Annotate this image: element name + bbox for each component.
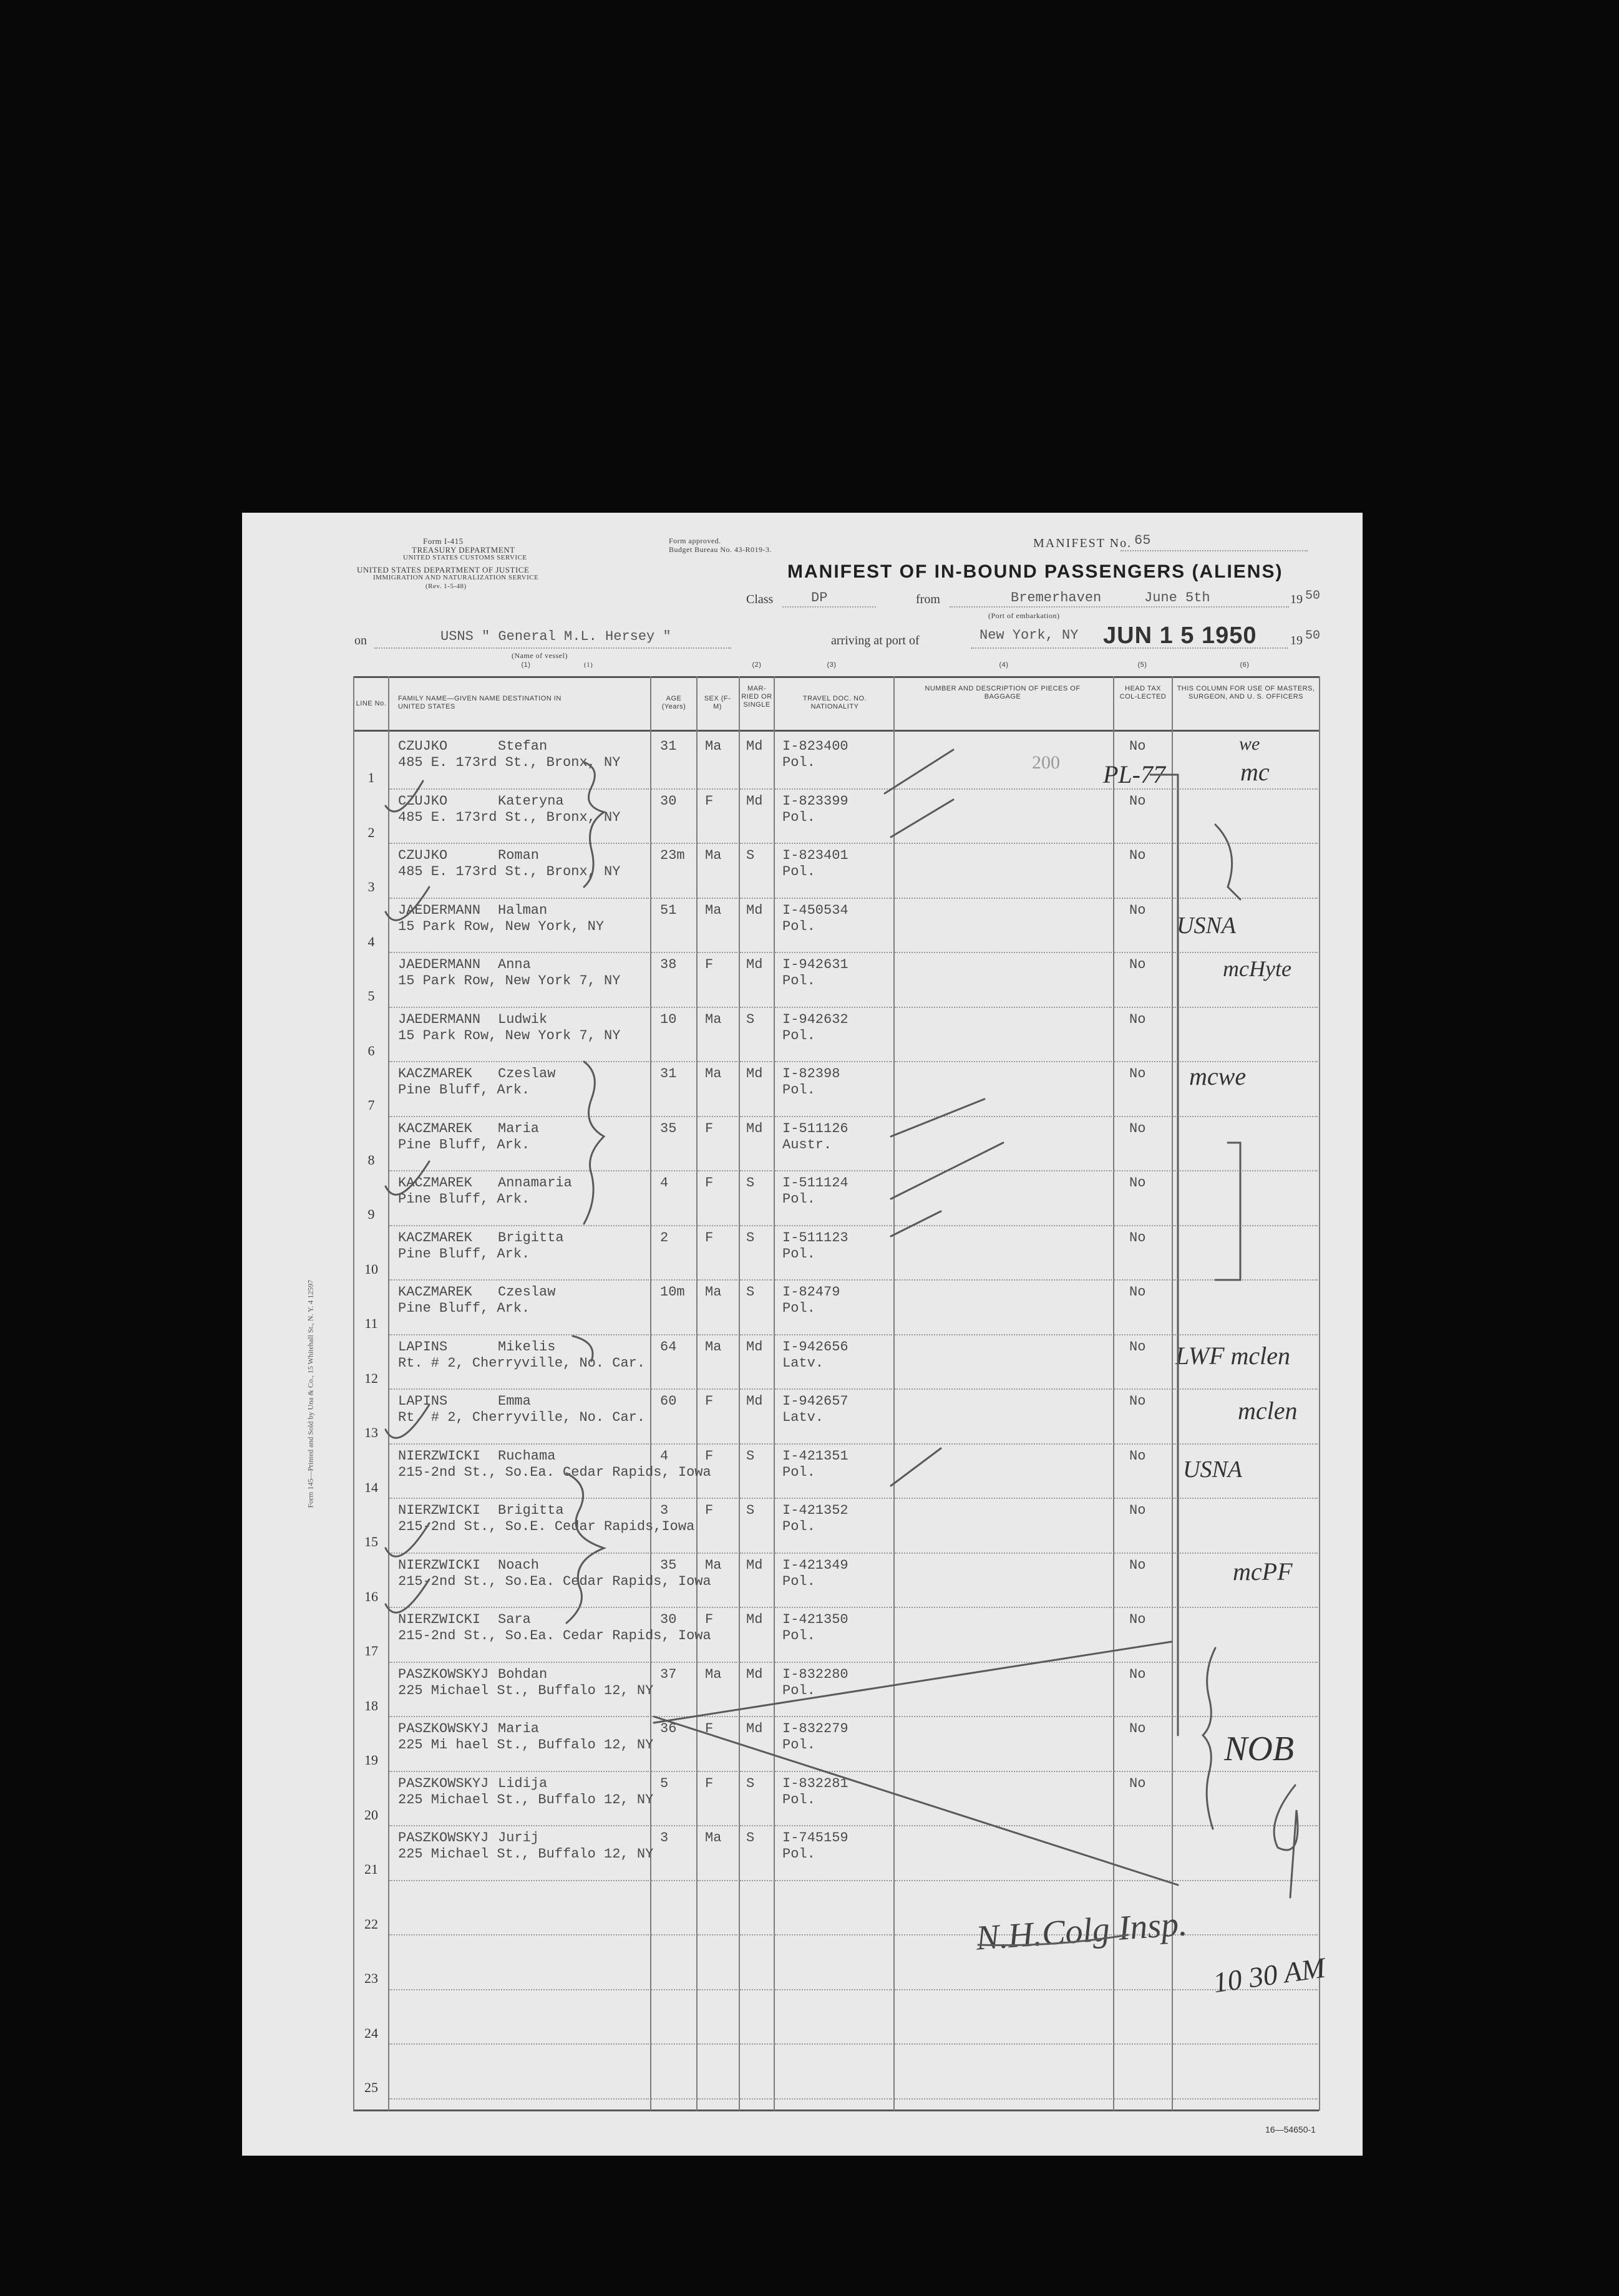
sex: Ma <box>705 1666 722 1682</box>
age: 37 <box>660 1666 677 1682</box>
sex: F <box>705 1448 714 1464</box>
marital-status: S <box>746 1830 755 1846</box>
head-tax: No <box>1129 1175 1146 1191</box>
nationality: Pol. <box>782 1573 815 1589</box>
marital-status: Md <box>746 1721 763 1737</box>
marital-status: Md <box>746 902 763 918</box>
head-tax: No <box>1129 1339 1146 1355</box>
head-tax: No <box>1129 957 1146 972</box>
family-name: NIERZWICKI <box>398 1503 481 1518</box>
age: 30 <box>660 793 677 809</box>
col-number-married: (2) <box>752 661 762 669</box>
budget-bureau: Budget Bureau No. 43-R019-3. <box>669 545 772 554</box>
travel-doc-number: I-450534 <box>782 902 848 918</box>
family-name: PASZKOWSKYJ <box>398 1830 489 1846</box>
port-of-embarkation: Bremerhaven <box>1011 590 1102 606</box>
destination-address: 215-2nd St., So.Ea. Cedar Rapids, Iowa <box>398 1628 711 1644</box>
head-tax: No <box>1129 1666 1146 1682</box>
officer-note-pl77: PL-77 <box>1103 760 1165 788</box>
arrival-date-stamp: JUN 1 5 1950 <box>1103 622 1257 649</box>
line-number: 7 <box>367 1097 375 1113</box>
given-name: Ruchama <box>498 1448 556 1464</box>
line-number: 21 <box>364 1861 378 1877</box>
family-name: CZUJKO <box>398 739 448 754</box>
family-name: KACZMAREK <box>398 1066 472 1082</box>
col-header-officers: THIS COLUMN FOR USE OF MASTERS, SURGEON, AND U. S. OFFICERS <box>1177 685 1315 700</box>
arrival-port: New York, NY <box>980 627 1079 643</box>
nationality: Pol. <box>782 1246 815 1262</box>
on-label: on <box>354 634 367 647</box>
marital-status: Md <box>746 1666 763 1682</box>
form-number: Form I-415 <box>423 536 464 546</box>
travel-doc-number: I-823399 <box>782 793 848 809</box>
marital-status: S <box>746 1448 755 1464</box>
nationality: Pol. <box>782 1791 815 1808</box>
col-number-officers: (6) <box>1240 661 1250 669</box>
family-name: NIERZWICKI <box>398 1448 481 1464</box>
age: 3 <box>660 1503 669 1518</box>
head-tax: No <box>1129 1775 1146 1791</box>
travel-doc-number: I-421349 <box>782 1557 848 1573</box>
given-name: Jurij <box>498 1830 540 1846</box>
head-tax: No <box>1129 1229 1146 1246</box>
given-name: Brigitta <box>498 1229 564 1246</box>
line-number: 9 <box>367 1206 375 1222</box>
marital-status: S <box>746 1503 755 1518</box>
family-name: KACZMAREK <box>398 1175 472 1191</box>
sex: F <box>705 793 714 809</box>
travel-doc-number: I-745159 <box>782 1830 848 1846</box>
dept-justice: UNITED STATES DEPARTMENT OF JUSTICE <box>357 565 530 574</box>
col-header-headtax: HEAD TAX COL-LECTED <box>1119 685 1167 700</box>
marital-status: S <box>746 1229 755 1246</box>
class-value: DP <box>811 590 828 606</box>
marital-status: S <box>746 1775 755 1791</box>
sex: Ma <box>705 1557 722 1573</box>
col-number-headtax: (5) <box>1137 661 1147 669</box>
dept-customs: UNITED STATES CUSTOMS SERVICE <box>403 554 527 561</box>
sex: Ma <box>705 1339 722 1355</box>
travel-doc-number: I-511126 <box>782 1120 848 1136</box>
nationality: Pol. <box>782 809 815 825</box>
manifest-label: MANIFEST No. <box>1033 536 1132 550</box>
destination-address: 225 Mi hael St., Buffalo 12, NY <box>398 1737 654 1753</box>
dept-ins: IMMIGRATION AND NATURALIZATION SERVICE <box>373 574 539 581</box>
destination-address: Rt. # 2, Cherryville, No. Car. <box>398 1355 646 1371</box>
given-name: Lidija <box>498 1775 548 1791</box>
line-number: 6 <box>367 1042 375 1058</box>
given-name: Roman <box>498 848 540 863</box>
destination-address: 225 Michael St., Buffalo 12, NY <box>398 1682 654 1698</box>
family-name: CZUJKO <box>398 848 448 863</box>
head-tax: No <box>1129 1503 1146 1518</box>
destination-address: 15 Park Row, New York 7, NY <box>398 973 621 989</box>
nationality: Latv. <box>782 1410 824 1425</box>
destination-address: 215-2nd St., So.Ea. Cedar Rapids, Iowa <box>398 1573 711 1589</box>
nationality: Pol. <box>782 1027 815 1044</box>
given-name: Stefan <box>498 739 548 754</box>
officer-note-nob: NOB <box>1224 1730 1294 1768</box>
family-name: JAEDERMANN <box>398 957 481 972</box>
line-number: 17 <box>364 1643 378 1659</box>
given-name: Kateryna <box>498 793 564 809</box>
family-name: PASZKOWSKYJ <box>398 1721 489 1737</box>
footer-code: 16—54650-1 <box>1265 2124 1316 2134</box>
sex: F <box>705 957 714 972</box>
age: 5 <box>660 1775 669 1791</box>
family-name: CZUJKO <box>398 793 448 809</box>
handwritten-marks <box>242 513 1363 2156</box>
col-header-sex: SEX (F-M) <box>704 695 731 710</box>
officer-note-lwf: LWF mclen <box>1175 1342 1291 1370</box>
line-number: 18 <box>364 1697 378 1713</box>
travel-doc-number: I-823401 <box>782 848 848 863</box>
port-embark-caption: (Port of embarkation) <box>988 611 1060 620</box>
line-number: 12 <box>364 1370 378 1386</box>
year-prefix: 19 <box>1290 593 1303 606</box>
age: 23m <box>660 848 685 863</box>
head-tax: No <box>1129 1448 1146 1464</box>
nationality: Pol. <box>782 1846 815 1862</box>
given-name: Czeslaw <box>498 1066 556 1082</box>
head-tax: No <box>1129 1284 1146 1300</box>
age: 3 <box>660 1830 669 1846</box>
sex: Ma <box>705 1830 722 1846</box>
line-number: 15 <box>364 1534 378 1549</box>
family-name: JAEDERMANN <box>398 902 481 918</box>
line-number: 25 <box>364 2080 378 2095</box>
year2-value: 50 <box>1305 629 1321 643</box>
officer-note-mclen: mclen <box>1238 1397 1298 1425</box>
sex: F <box>705 1229 714 1246</box>
line-number: 1 <box>367 770 375 785</box>
destination-address: 485 E. 173rd St., Bronx, NY <box>398 864 621 879</box>
destination-address: 215-2nd St., So.Ea. Cedar Rapids, Iowa <box>398 1464 711 1480</box>
nationality: Pol. <box>782 1519 815 1534</box>
nationality: Pol. <box>782 918 815 934</box>
line-number: 3 <box>367 879 375 894</box>
departure-date: June 5th <box>1144 590 1210 606</box>
sex: Ma <box>705 1066 722 1082</box>
travel-doc-number: I-511124 <box>782 1175 848 1191</box>
given-name: Maria <box>498 1120 540 1136</box>
family-name: NIERZWICKI <box>398 1612 481 1627</box>
age: 36 <box>660 1721 677 1737</box>
marital-status: S <box>746 1011 755 1027</box>
col-number-name: (1) <box>521 661 531 669</box>
line-number: 2 <box>367 824 375 840</box>
family-name: KACZMAREK <box>398 1284 472 1300</box>
age: 10 <box>660 1011 677 1027</box>
officer-note-usna-2: USNA <box>1183 1456 1242 1483</box>
travel-doc-number: I-823400 <box>782 739 848 754</box>
marital-status: S <box>746 848 755 863</box>
dept-treasury: TREASURY DEPARTMENT <box>412 545 515 555</box>
head-tax: No <box>1129 1612 1146 1627</box>
destination-address: Pine Bluff, Ark. <box>398 1301 530 1316</box>
travel-doc-number: I-82479 <box>782 1284 840 1300</box>
manifest-title: MANIFEST OF IN-BOUND PASSENGERS (ALIENS) <box>787 561 1283 582</box>
age: 4 <box>660 1448 669 1464</box>
marital-status: Md <box>746 1612 763 1627</box>
destination-address: 215-2nd St., So.E. Cedar Rapids,Iowa <box>398 1519 695 1534</box>
family-name: KACZMAREK <box>398 1229 472 1246</box>
age: 10m <box>660 1284 685 1300</box>
travel-doc-number: I-832280 <box>782 1666 848 1682</box>
line-number: 22 <box>364 1916 378 1932</box>
col-number-travel: (3) <box>827 661 837 669</box>
destination-address: Pine Bluff, Ark. <box>398 1191 530 1207</box>
family-name: PASZKOWSKYJ <box>398 1666 489 1682</box>
travel-doc-number: I-832279 <box>782 1721 848 1737</box>
head-tax: No <box>1129 848 1146 863</box>
destination-address: Pine Bluff, Ark. <box>398 1136 530 1153</box>
given-name: Annamaria <box>498 1175 572 1191</box>
marital-status: Md <box>746 1339 763 1355</box>
given-name: Noach <box>498 1557 540 1573</box>
marital-status: S <box>746 1175 755 1191</box>
destination-address: 15 Park Row, New York, NY <box>398 918 605 934</box>
col-header-age: AGE (Years) <box>661 695 686 710</box>
travel-doc-number: I-421350 <box>782 1612 848 1627</box>
head-tax: No <box>1129 1120 1146 1136</box>
line-number: 16 <box>364 1588 378 1604</box>
given-name: Maria <box>498 1721 540 1737</box>
marital-status: Md <box>746 957 763 972</box>
family-name: KACZMAREK <box>398 1120 472 1136</box>
family-name: LAPINS <box>398 1393 448 1409</box>
sex: F <box>705 1393 714 1409</box>
col-header-name: FAMILY NAME—GIVEN NAME DESTINATION IN UNITED STATES <box>398 695 562 710</box>
given-name: Mikelis <box>498 1339 556 1355</box>
class-label: Class <box>746 593 774 606</box>
sex: F <box>705 1721 714 1737</box>
age: 60 <box>660 1393 677 1409</box>
line-number: 11 <box>364 1315 378 1331</box>
age: 30 <box>660 1612 677 1627</box>
family-name: NIERZWICKI <box>398 1557 481 1573</box>
arriving-label: arriving at port of <box>831 634 920 647</box>
manifest-number: 65 <box>1134 533 1151 548</box>
baggage-count-mark: 200 <box>1032 752 1060 773</box>
manifest-sheet <box>242 513 1363 2156</box>
given-name: Czeslaw <box>498 1284 556 1300</box>
marital-status: Md <box>746 793 763 809</box>
head-tax: No <box>1129 1721 1146 1737</box>
destination-address: 485 E. 173rd St., Bronx, NY <box>398 809 621 825</box>
line-number: 4 <box>367 933 375 949</box>
family-name: JAEDERMANN <box>398 1011 481 1027</box>
line-number: 20 <box>364 1806 378 1823</box>
sex: F <box>705 1175 714 1191</box>
officer-note-mc: mc <box>1240 758 1270 786</box>
line-number: 23 <box>364 1970 378 1986</box>
vessel-col-number: (1) <box>584 661 593 669</box>
marital-status: Md <box>746 739 763 754</box>
travel-doc-number: I-82398 <box>782 1066 840 1082</box>
destination-address: 225 Michael St., Buffalo 12, NY <box>398 1846 654 1862</box>
sex: Ma <box>705 1284 722 1300</box>
sex: Ma <box>705 739 722 754</box>
nationality: Pol. <box>782 1082 815 1098</box>
head-tax: No <box>1129 739 1146 754</box>
destination-address: Pine Bluff, Ark. <box>398 1246 530 1262</box>
line-number: 5 <box>367 988 375 1004</box>
age: 51 <box>660 902 677 918</box>
age: 31 <box>660 739 677 754</box>
destination-address: 485 E. 173rd St., Bronx, NY <box>398 755 621 770</box>
nationality: Pol. <box>782 973 815 989</box>
travel-doc-number: I-511123 <box>782 1229 848 1246</box>
line-number: 8 <box>367 1151 375 1168</box>
marital-status: S <box>746 1284 755 1300</box>
nationality: Austr. <box>782 1136 832 1153</box>
given-name: Anna <box>498 957 531 972</box>
given-name: Bohdan <box>498 1666 548 1682</box>
travel-doc-number: I-942657 <box>782 1393 848 1409</box>
travel-doc-number: I-942656 <box>782 1339 848 1355</box>
col-header-line: LINE No. <box>356 700 387 707</box>
given-name: Halman <box>498 902 548 918</box>
officer-note-mcpf: mcPF <box>1233 1557 1293 1586</box>
from-label: from <box>916 593 940 606</box>
given-name: Emma <box>498 1393 531 1409</box>
given-name: Sara <box>498 1612 531 1627</box>
travel-doc-number: I-421351 <box>782 1448 848 1464</box>
head-tax: No <box>1129 1011 1146 1027</box>
vessel-name: USNS " General M.L. Hersey " <box>440 629 671 644</box>
age: 4 <box>660 1175 669 1191</box>
nationality: Pol. <box>782 755 815 770</box>
sex: Ma <box>705 902 722 918</box>
sex: F <box>705 1503 714 1518</box>
marital-status: Md <box>746 1066 763 1082</box>
inspector-signature: N.H.Colg Insp. <box>975 1904 1189 1958</box>
form-approved: Form approved. <box>669 536 721 545</box>
head-tax: No <box>1129 1066 1146 1082</box>
col-header-baggage: NUMBER AND DESCRIPTION OF PIECES OF BAGGAGE <box>925 685 1081 700</box>
vessel-caption: (Name of vessel) <box>512 651 568 660</box>
printer-imprint: Form 145—Printed and Sold by Una & Co., 15 Whitehall St., N. Y. 4 12597 <box>306 1279 315 1508</box>
nationality: Latv. <box>782 1355 824 1371</box>
arrival-time-note: 10 30 AM <box>1211 1951 1328 1999</box>
year-value: 50 <box>1305 589 1321 603</box>
nationality: Pol. <box>782 864 815 879</box>
sex: F <box>705 1120 714 1136</box>
nationality: Pol. <box>782 1464 815 1480</box>
travel-doc-number: I-942632 <box>782 1011 848 1027</box>
officer-note-mchyte: mcHyte <box>1223 956 1291 981</box>
nationality: Pol. <box>782 1628 815 1644</box>
col-number-baggage: (4) <box>999 661 1009 669</box>
age: 2 <box>660 1229 669 1246</box>
given-name: Ludwik <box>498 1011 548 1027</box>
head-tax: No <box>1129 902 1146 918</box>
sex: Ma <box>705 848 722 863</box>
given-name: Brigitta <box>498 1503 564 1518</box>
nationality: Pol. <box>782 1737 815 1753</box>
travel-doc-number: I-421352 <box>782 1503 848 1518</box>
age: 64 <box>660 1339 677 1355</box>
head-tax: No <box>1129 1557 1146 1573</box>
age: 38 <box>660 957 677 972</box>
age: 31 <box>660 1066 677 1082</box>
officer-note-usna: USNA <box>1177 913 1236 939</box>
line-number: 14 <box>364 1479 378 1495</box>
line-number: 13 <box>364 1425 378 1440</box>
destination-address: 15 Park Row, New York 7, NY <box>398 1027 621 1044</box>
age: 35 <box>660 1557 677 1573</box>
nationality: Pol. <box>782 1191 815 1207</box>
age: 35 <box>660 1120 677 1136</box>
year2-prefix: 19 <box>1290 634 1303 647</box>
line-number: 19 <box>364 1752 378 1768</box>
nationality: Pol. <box>782 1301 815 1316</box>
destination-address: Pine Bluff, Ark. <box>398 1082 530 1098</box>
head-tax: No <box>1129 793 1146 809</box>
col-header-travel: TRAVEL DOC. NO. NATIONALITY <box>802 695 867 710</box>
line-number: 24 <box>364 2025 378 2041</box>
form-revision: (Rev. 1-5-48) <box>425 583 467 590</box>
destination-address: Rt. # 2, Cherryville, No. Car. <box>398 1410 646 1425</box>
travel-doc-number: I-942631 <box>782 957 848 972</box>
sex: Ma <box>705 1011 722 1027</box>
marital-status: Md <box>746 1557 763 1573</box>
head-tax: No <box>1129 1393 1146 1409</box>
marital-status: Md <box>746 1393 763 1409</box>
officer-note-mcwe: mcwe <box>1189 1062 1247 1090</box>
family-name: PASZKOWSKYJ <box>398 1775 489 1791</box>
sex: F <box>705 1612 714 1627</box>
officer-note-we: we <box>1239 734 1260 754</box>
line-number: 10 <box>364 1261 378 1277</box>
destination-address: 225 Michael St., Buffalo 12, NY <box>398 1791 654 1808</box>
travel-doc-number: I-832281 <box>782 1775 848 1791</box>
sex: F <box>705 1775 714 1791</box>
col-header-married: MAR-RIED OR SINGLE <box>741 685 772 709</box>
family-name: LAPINS <box>398 1339 448 1355</box>
marital-status: Md <box>746 1120 763 1136</box>
nationality: Pol. <box>782 1682 815 1698</box>
